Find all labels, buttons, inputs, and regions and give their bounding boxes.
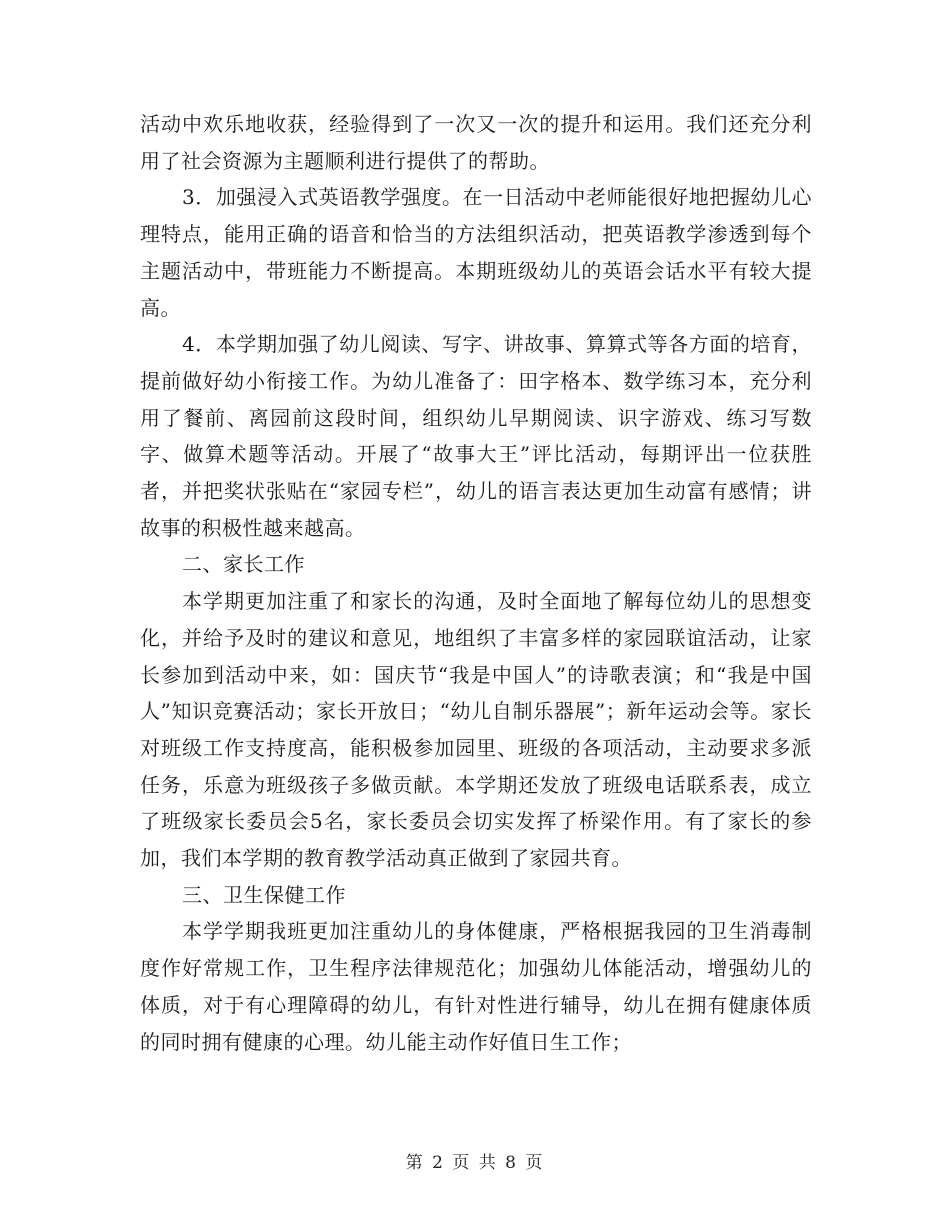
page-footer: 第 2 页 共 8 页 [405, 1153, 545, 1173]
paragraph-3: 4．本学期加强了幼儿阅读、写字、讲故事、算算式等各方面的培育，提前做好幼小衔接工作。为幼儿准备了：田字格本、数学练习本，充分利用了餐前、离园前这段时间，组织幼儿早期阅读、识字游戏、练习写数字、做算术题等活动。开展了“故事大王”评比活动，每期评出一位获胜者，并把奖状张贴在“家园专栏”，幼儿的语言表达更加生动富有感情；讲故事的积极性越来越高。 [140, 332, 812, 540]
paragraph-1: 活动中欢乐地收获，经验得到了一次又一次的提升和运用。我们还充分利用了社会资源为主题顺利进行提供了的帮助。 [140, 112, 812, 173]
paragraph-4: 本学期更加注重了和家长的沟通，及时全面地了解每位幼儿的思想变化，并给予及时的建议和意见，地组织了丰富多样的家园联谊活动，让家长参加到活动中来，如：国庆节“我是中国人”的诗歌表演；和“我是中国人”知识竞赛活动；家长开放日；“幼儿自制乐器展”；新年运动会等。家长对班级工作支持度高，能积极参加园里、班级的各项活动，主动要求多派任务，乐意为班级孩子多做贡献。本学期还发放了班级电话联系表，成立了班级家长委员会5名，家长委员会切实发挥了桥梁作用。有了家长的参加，我们本学期的教育教学活动真正做到了家园共育。 [140, 589, 812, 871]
paragraph-5: 本学学期我班更加注重幼儿的身体健康，严格根据我园的卫生消毒制度作好常规工作，卫生程序法律规范化；加强幼儿体能活动，增强幼儿的体质，对于有心理障碍的幼儿，有针对性进行辅导，幼儿在拥有健康体质的同时拥有健康的心理。幼儿能主动作好值日生工作； [140, 919, 812, 1054]
paragraph-2: 3．加强浸入式英语教学强度。在一日活动中老师能很好地把握幼儿心理特点，能用正确的语音和恰当的方法组织活动，把英语教学渗透到每个主题活动中，带班能力不断提高。本期班级幼儿的英语会话水平有较大提高。 [140, 185, 812, 320]
section-heading-health: 三、卫生保健工作 [182, 882, 346, 907]
section-heading-parents: 二、家长工作 [182, 552, 305, 577]
document-body [140, 106, 812, 1060]
